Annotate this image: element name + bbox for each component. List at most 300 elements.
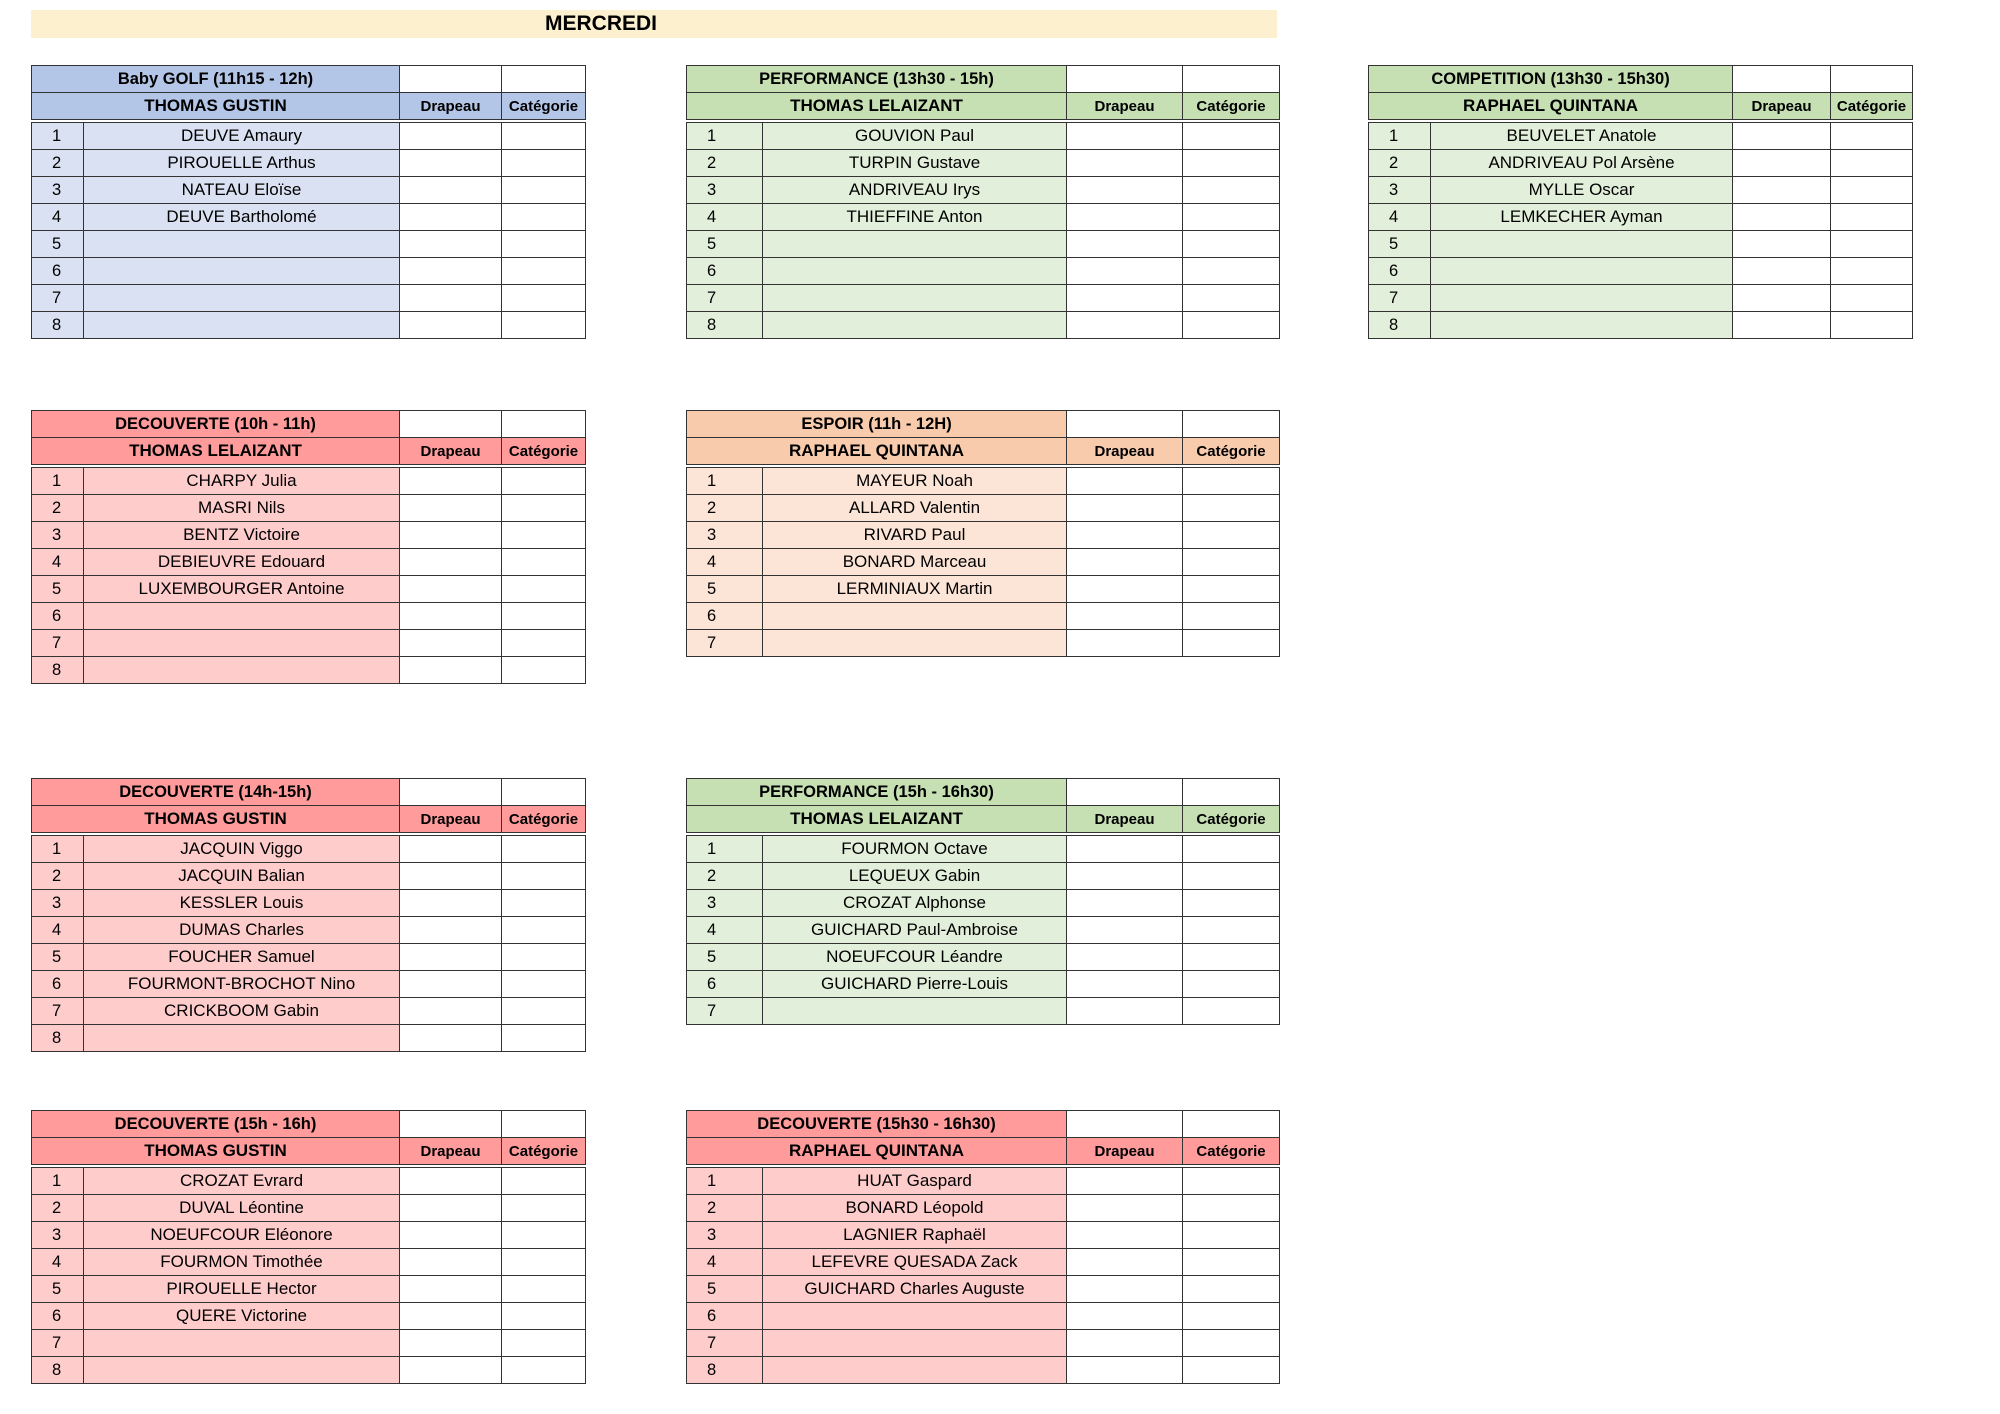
player-name-cell[interactable]: FOURMON Timothée: [84, 1249, 400, 1276]
player-name-cell[interactable]: LEQUEUX Gabin: [763, 863, 1067, 890]
drapeau-cell[interactable]: [1067, 177, 1183, 204]
drapeau-cell[interactable]: [1733, 258, 1831, 285]
row-number: 6: [687, 258, 763, 285]
categorie-cell[interactable]: [502, 863, 586, 890]
categorie-cell[interactable]: [1183, 971, 1280, 998]
player-name-cell[interactable]: BONARD Marceau: [763, 549, 1067, 576]
drapeau-cell[interactable]: [400, 549, 502, 576]
row-number: 1: [687, 1168, 763, 1195]
categorie-cell[interactable]: [1831, 285, 1913, 312]
drapeau-cell[interactable]: [1733, 123, 1831, 150]
table-row: [687, 890, 1280, 917]
player-name-cell[interactable]: [763, 630, 1067, 657]
player-name-cell[interactable]: LUXEMBOURGER Antoine: [84, 576, 400, 603]
row-number: 4: [687, 917, 763, 944]
table-row: [32, 576, 586, 603]
player-name-cell[interactable]: [763, 231, 1067, 258]
categorie-cell[interactable]: [1831, 204, 1913, 231]
player-name-cell[interactable]: [763, 285, 1067, 312]
categorie-cell[interactable]: [502, 944, 586, 971]
drapeau-cell[interactable]: [400, 312, 502, 339]
drapeau-cell[interactable]: [1067, 603, 1183, 630]
player-name-cell[interactable]: RIVARD Paul: [763, 522, 1067, 549]
row-number: 4: [32, 549, 84, 576]
drapeau-cell[interactable]: [1067, 576, 1183, 603]
drapeau-cell[interactable]: [1067, 1303, 1183, 1330]
categorie-cell[interactable]: [1831, 177, 1913, 204]
player-name-cell[interactable]: [84, 231, 400, 258]
player-name-cell[interactable]: JACQUIN Balian: [84, 863, 400, 890]
player-name-cell[interactable]: PIROUELLE Arthus: [84, 150, 400, 177]
categorie-cell[interactable]: [1183, 630, 1280, 657]
table-row: [687, 522, 1280, 549]
drapeau-cell[interactable]: [400, 917, 502, 944]
categorie-cell[interactable]: [1183, 495, 1280, 522]
row-number: 4: [32, 1249, 84, 1276]
player-name-cell[interactable]: [84, 630, 400, 657]
player-name-cell[interactable]: JACQUIN Viggo: [84, 836, 400, 863]
header-blank-cell[interactable]: [1067, 779, 1183, 806]
drapeau-cell[interactable]: [400, 1195, 502, 1222]
categorie-cell[interactable]: [502, 836, 586, 863]
categorie-cell[interactable]: [1183, 549, 1280, 576]
player-name-cell[interactable]: HUAT Gaspard: [763, 1168, 1067, 1195]
categorie-cell[interactable]: [1183, 231, 1280, 258]
drapeau-cell[interactable]: [400, 576, 502, 603]
table-row: [687, 863, 1280, 890]
player-name-cell[interactable]: TURPIN Gustave: [763, 150, 1067, 177]
header-blank-cell[interactable]: [1183, 411, 1280, 438]
table-row: [1369, 312, 1913, 339]
player-name-cell[interactable]: [1431, 285, 1733, 312]
table-row: [687, 917, 1280, 944]
categorie-cell[interactable]: [502, 522, 586, 549]
row-number: 3: [687, 177, 763, 204]
row-number: 3: [687, 1222, 763, 1249]
categorie-cell[interactable]: [1183, 1330, 1280, 1357]
row-number: 6: [1369, 258, 1431, 285]
categorie-cell[interactable]: [1183, 258, 1280, 285]
drapeau-cell[interactable]: [400, 495, 502, 522]
drapeau-cell[interactable]: [1067, 495, 1183, 522]
drapeau-cell[interactable]: [400, 603, 502, 630]
player-name-cell[interactable]: [84, 1025, 400, 1052]
player-name-cell[interactable]: [84, 1357, 400, 1384]
row-number: 6: [687, 603, 763, 630]
group-table: [31, 410, 586, 684]
row-number: 5: [32, 1276, 84, 1303]
drapeau-cell[interactable]: [400, 998, 502, 1025]
categorie-cell[interactable]: [502, 1357, 586, 1384]
group-table: [686, 410, 1280, 657]
player-name-cell[interactable]: CROZAT Alphonse: [763, 890, 1067, 917]
header-blank-cell[interactable]: [400, 411, 502, 438]
categorie-cell[interactable]: [502, 890, 586, 917]
categorie-cell[interactable]: [1183, 944, 1280, 971]
drapeau-cell[interactable]: [400, 204, 502, 231]
player-name-cell[interactable]: [763, 998, 1067, 1025]
player-name-cell[interactable]: LEMKECHER Ayman: [1431, 204, 1733, 231]
table-row: [32, 258, 586, 285]
drapeau-cell[interactable]: [1067, 630, 1183, 657]
row-number: 6: [32, 1303, 84, 1330]
drapeau-cell[interactable]: [400, 944, 502, 971]
row-number: 1: [687, 123, 763, 150]
header-blank-cell[interactable]: [502, 1111, 586, 1138]
categorie-cell[interactable]: [502, 1168, 586, 1195]
drapeau-cell[interactable]: [1067, 1195, 1183, 1222]
categorie-cell[interactable]: [1183, 917, 1280, 944]
categorie-cell[interactable]: [502, 231, 586, 258]
categorie-cell[interactable]: [502, 123, 586, 150]
drapeau-cell[interactable]: [400, 1303, 502, 1330]
row-number: 7: [687, 998, 763, 1025]
player-name-cell[interactable]: NATEAU Eloïse: [84, 177, 400, 204]
table-row: [32, 917, 586, 944]
player-name-cell[interactable]: PIROUELLE Hector: [84, 1276, 400, 1303]
group-title: ESPOIR (11h - 12H): [687, 411, 1067, 438]
header-blank-cell[interactable]: [502, 411, 586, 438]
drapeau-cell[interactable]: [1067, 836, 1183, 863]
player-name-cell[interactable]: CHARPY Julia: [84, 468, 400, 495]
drapeau-cell[interactable]: [400, 863, 502, 890]
drapeau-cell[interactable]: [1733, 285, 1831, 312]
categorie-cell[interactable]: [502, 1303, 586, 1330]
categorie-cell[interactable]: [502, 495, 586, 522]
player-name-cell[interactable]: FOUCHER Samuel: [84, 944, 400, 971]
header-blank-cell[interactable]: [1067, 411, 1183, 438]
categorie-cell[interactable]: [1183, 998, 1280, 1025]
drapeau-cell[interactable]: [1067, 549, 1183, 576]
player-name-cell[interactable]: NOEUFCOUR Eléonore: [84, 1222, 400, 1249]
drapeau-cell[interactable]: [400, 258, 502, 285]
group-title: Baby GOLF (11h15 - 12h): [32, 66, 400, 93]
player-name-cell[interactable]: [84, 1330, 400, 1357]
drapeau-cell[interactable]: [1067, 1168, 1183, 1195]
drapeau-cell[interactable]: [400, 971, 502, 998]
player-name-cell[interactable]: GUICHARD Pierre-Louis: [763, 971, 1067, 998]
player-name-cell[interactable]: [84, 657, 400, 684]
player-name-cell[interactable]: [84, 312, 400, 339]
categorie-cell[interactable]: [1183, 603, 1280, 630]
drapeau-cell[interactable]: [1067, 231, 1183, 258]
header-blank-cell[interactable]: [1067, 66, 1183, 93]
header-blank-cell[interactable]: [1831, 66, 1913, 93]
categorie-cell[interactable]: [1831, 231, 1913, 258]
player-name-cell[interactable]: [763, 1357, 1067, 1384]
player-name-cell[interactable]: MASRI Nils: [84, 495, 400, 522]
categorie-cell[interactable]: [1183, 1357, 1280, 1384]
table-row: [687, 1303, 1280, 1330]
player-name-cell[interactable]: DEBIEUVRE Edouard: [84, 549, 400, 576]
player-name-cell[interactable]: LAGNIER Raphaël: [763, 1222, 1067, 1249]
drapeau-cell[interactable]: [1067, 312, 1183, 339]
drapeau-cell[interactable]: [400, 836, 502, 863]
header-blank-cell[interactable]: [400, 1111, 502, 1138]
drapeau-cell[interactable]: [400, 177, 502, 204]
drapeau-cell[interactable]: [400, 123, 502, 150]
categorie-cell[interactable]: [502, 657, 586, 684]
drapeau-cell[interactable]: [400, 1222, 502, 1249]
row-number: 1: [1369, 123, 1431, 150]
header-blank-cell[interactable]: [1733, 66, 1831, 93]
table-row: [687, 177, 1280, 204]
player-name-cell[interactable]: ALLARD Valentin: [763, 495, 1067, 522]
categorie-cell[interactable]: [1183, 1195, 1280, 1222]
drapeau-cell[interactable]: [400, 1168, 502, 1195]
table-row: [687, 998, 1280, 1025]
player-name-cell[interactable]: ANDRIVEAU Pol Arsène: [1431, 150, 1733, 177]
row-number: 3: [32, 522, 84, 549]
drapeau-cell[interactable]: [1067, 1249, 1183, 1276]
table-row: [687, 1168, 1280, 1195]
row-number: 7: [687, 285, 763, 312]
table-row: [32, 1357, 586, 1384]
player-name-cell[interactable]: KESSLER Louis: [84, 890, 400, 917]
categorie-cell[interactable]: [1831, 258, 1913, 285]
drapeau-cell[interactable]: [400, 1025, 502, 1052]
categorie-cell[interactable]: [1183, 150, 1280, 177]
column-header-categorie: Catégorie: [502, 806, 586, 833]
player-name-cell[interactable]: [1431, 312, 1733, 339]
drapeau-cell[interactable]: [400, 285, 502, 312]
player-name-cell[interactable]: [763, 1303, 1067, 1330]
drapeau-cell[interactable]: [1067, 1330, 1183, 1357]
table-row: [687, 1195, 1280, 1222]
row-number: 1: [32, 1168, 84, 1195]
categorie-cell[interactable]: [1183, 285, 1280, 312]
drapeau-cell[interactable]: [1067, 1222, 1183, 1249]
drapeau-cell[interactable]: [1067, 1276, 1183, 1303]
categorie-cell[interactable]: [502, 1249, 586, 1276]
player-name-cell[interactable]: BONARD Léopold: [763, 1195, 1067, 1222]
categorie-cell[interactable]: [1183, 522, 1280, 549]
categorie-cell[interactable]: [1183, 863, 1280, 890]
player-name-cell[interactable]: GUICHARD Paul-Ambroise: [763, 917, 1067, 944]
categorie-cell[interactable]: [1183, 312, 1280, 339]
categorie-cell[interactable]: [502, 285, 586, 312]
player-name-cell[interactable]: FOURMON Octave: [763, 836, 1067, 863]
drapeau-cell[interactable]: [400, 657, 502, 684]
categorie-cell[interactable]: [502, 971, 586, 998]
player-name-cell[interactable]: [84, 258, 400, 285]
group-table: [686, 778, 1280, 1025]
categorie-cell[interactable]: [1831, 150, 1913, 177]
player-name-cell[interactable]: GUICHARD Charles Auguste: [763, 1276, 1067, 1303]
table-row: [32, 1168, 586, 1195]
player-name-cell[interactable]: LERMINIAUX Martin: [763, 576, 1067, 603]
drapeau-cell[interactable]: [1067, 1357, 1183, 1384]
categorie-cell[interactable]: [1183, 1303, 1280, 1330]
table-row: [32, 177, 586, 204]
player-name-cell[interactable]: FOURMONT-BROCHOT Nino: [84, 971, 400, 998]
player-name-cell[interactable]: DUVAL Léontine: [84, 1195, 400, 1222]
categorie-cell[interactable]: [1183, 1168, 1280, 1195]
categorie-cell[interactable]: [502, 1222, 586, 1249]
categorie-cell[interactable]: [1183, 204, 1280, 231]
group-title: PERFORMANCE (13h30 - 15h): [687, 66, 1067, 93]
categorie-cell[interactable]: [502, 1025, 586, 1052]
table-row: [32, 1276, 586, 1303]
player-name-cell[interactable]: [763, 258, 1067, 285]
header-blank-cell[interactable]: [1183, 779, 1280, 806]
player-name-cell[interactable]: [763, 603, 1067, 630]
player-name-cell[interactable]: [1431, 258, 1733, 285]
drapeau-cell[interactable]: [400, 630, 502, 657]
column-header-categorie: Catégorie: [1183, 93, 1280, 120]
player-name-cell[interactable]: LEFEVRE QUESADA Zack: [763, 1249, 1067, 1276]
header-blank-cell[interactable]: [1183, 1111, 1280, 1138]
drapeau-cell[interactable]: [400, 231, 502, 258]
row-number: 1: [32, 836, 84, 863]
header-blank-cell[interactable]: [400, 779, 502, 806]
table-row: [1369, 150, 1913, 177]
row-number: 3: [687, 890, 763, 917]
drapeau-cell[interactable]: [1067, 123, 1183, 150]
coach-name: THOMAS LELAIZANT: [32, 438, 400, 465]
categorie-cell[interactable]: [502, 204, 586, 231]
categorie-cell[interactable]: [1831, 312, 1913, 339]
categorie-cell[interactable]: [1183, 1222, 1280, 1249]
row-number: 3: [32, 177, 84, 204]
header-blank-cell[interactable]: [1067, 1111, 1183, 1138]
drapeau-cell[interactable]: [1067, 522, 1183, 549]
header-blank-cell[interactable]: [1183, 66, 1280, 93]
column-header-drapeau: Drapeau: [400, 438, 502, 465]
drapeau-cell[interactable]: [1067, 204, 1183, 231]
player-name-cell[interactable]: MYLLE Oscar: [1431, 177, 1733, 204]
categorie-cell[interactable]: [1183, 123, 1280, 150]
drapeau-cell[interactable]: [1067, 468, 1183, 495]
drapeau-cell[interactable]: [1067, 917, 1183, 944]
categorie-cell[interactable]: [502, 576, 586, 603]
table-row: [32, 1025, 586, 1052]
drapeau-cell[interactable]: [1067, 863, 1183, 890]
categorie-cell[interactable]: [502, 177, 586, 204]
drapeau-cell[interactable]: [1067, 258, 1183, 285]
player-name-cell[interactable]: CRICKBOOM Gabin: [84, 998, 400, 1025]
player-name-cell[interactable]: [1431, 231, 1733, 258]
row-number: 8: [687, 312, 763, 339]
player-name-cell[interactable]: [84, 603, 400, 630]
categorie-cell[interactable]: [502, 150, 586, 177]
coach-name: THOMAS GUSTIN: [32, 93, 400, 120]
table-row: [1369, 204, 1913, 231]
drapeau-cell[interactable]: [400, 150, 502, 177]
player-name-cell[interactable]: [763, 1330, 1067, 1357]
player-name-cell[interactable]: GOUVION Paul: [763, 123, 1067, 150]
drapeau-cell[interactable]: [400, 468, 502, 495]
categorie-cell[interactable]: [1183, 890, 1280, 917]
categorie-cell[interactable]: [1831, 123, 1913, 150]
drapeau-cell[interactable]: [1067, 150, 1183, 177]
row-number: 7: [32, 630, 84, 657]
player-name-cell[interactable]: DEUVE Amaury: [84, 123, 400, 150]
row-number: 4: [32, 917, 84, 944]
categorie-cell[interactable]: [502, 998, 586, 1025]
player-name-cell[interactable]: [84, 285, 400, 312]
player-name-cell[interactable]: [763, 312, 1067, 339]
drapeau-cell[interactable]: [1733, 204, 1831, 231]
row-number: 5: [687, 231, 763, 258]
drapeau-cell[interactable]: [400, 1276, 502, 1303]
categorie-cell[interactable]: [502, 1195, 586, 1222]
categorie-cell[interactable]: [502, 603, 586, 630]
drapeau-cell[interactable]: [1067, 944, 1183, 971]
categorie-cell[interactable]: [502, 917, 586, 944]
table-row: [32, 1303, 586, 1330]
table-row: [687, 312, 1280, 339]
categorie-cell[interactable]: [1183, 177, 1280, 204]
categorie-cell[interactable]: [1183, 576, 1280, 603]
table-row: [32, 1195, 586, 1222]
header-blank-cell[interactable]: [502, 779, 586, 806]
player-name-cell[interactable]: QUERE Victorine: [84, 1303, 400, 1330]
categorie-cell[interactable]: [1183, 836, 1280, 863]
categorie-cell[interactable]: [1183, 1276, 1280, 1303]
row-number: 3: [32, 890, 84, 917]
table-row: [687, 630, 1280, 657]
player-name-cell[interactable]: BENTZ Victoire: [84, 522, 400, 549]
drapeau-cell[interactable]: [1067, 971, 1183, 998]
drapeau-cell[interactable]: [1733, 312, 1831, 339]
header-blank-cell[interactable]: [502, 66, 586, 93]
player-name-cell[interactable]: DUMAS Charles: [84, 917, 400, 944]
categorie-cell[interactable]: [502, 468, 586, 495]
drapeau-cell[interactable]: [1733, 150, 1831, 177]
categorie-cell[interactable]: [1183, 1249, 1280, 1276]
row-number: 2: [32, 150, 84, 177]
player-name-cell[interactable]: ANDRIVEAU Irys: [763, 177, 1067, 204]
player-name-cell[interactable]: DEUVE Bartholomé: [84, 204, 400, 231]
table-row: [687, 1276, 1280, 1303]
player-name-cell[interactable]: NOEUFCOUR Léandre: [763, 944, 1067, 971]
column-header-categorie: Catégorie: [502, 1138, 586, 1165]
player-name-cell[interactable]: CROZAT Evrard: [84, 1168, 400, 1195]
player-name-cell[interactable]: BEUVELET Anatole: [1431, 123, 1733, 150]
drapeau-cell[interactable]: [400, 1357, 502, 1384]
drapeau-cell[interactable]: [1067, 998, 1183, 1025]
categorie-cell[interactable]: [502, 258, 586, 285]
categorie-cell[interactable]: [502, 312, 586, 339]
table-row: [32, 468, 586, 495]
drapeau-cell[interactable]: [400, 1249, 502, 1276]
categorie-cell[interactable]: [502, 549, 586, 576]
coach-name: RAPHAEL QUINTANA: [687, 1138, 1067, 1165]
group-table: [31, 778, 586, 1052]
categorie-cell[interactable]: [502, 1276, 586, 1303]
drapeau-cell[interactable]: [1733, 177, 1831, 204]
column-header-categorie: Catégorie: [1183, 1138, 1280, 1165]
drapeau-cell[interactable]: [1733, 231, 1831, 258]
table-row: [687, 836, 1280, 863]
categorie-cell[interactable]: [1183, 468, 1280, 495]
header-blank-cell[interactable]: [400, 66, 502, 93]
drapeau-cell[interactable]: [1067, 890, 1183, 917]
table-row: [32, 204, 586, 231]
player-name-cell[interactable]: MAYEUR Noah: [763, 468, 1067, 495]
drapeau-cell[interactable]: [400, 1330, 502, 1357]
player-name-cell[interactable]: THIEFFINE Anton: [763, 204, 1067, 231]
row-number: 7: [1369, 285, 1431, 312]
row-number: 7: [687, 630, 763, 657]
row-number: 8: [32, 1025, 84, 1052]
categorie-cell[interactable]: [502, 1330, 586, 1357]
drapeau-cell[interactable]: [1067, 285, 1183, 312]
categorie-cell[interactable]: [502, 630, 586, 657]
drapeau-cell[interactable]: [400, 522, 502, 549]
drapeau-cell[interactable]: [400, 890, 502, 917]
